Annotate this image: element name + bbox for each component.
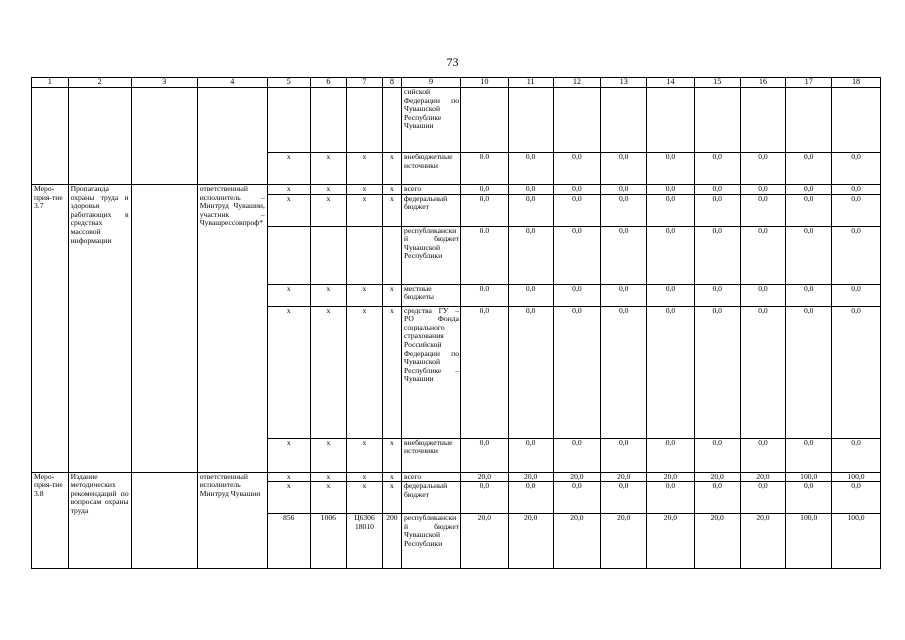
amount-cell: 0,0 (647, 306, 695, 438)
amount-cell: 20,0 (740, 514, 786, 569)
amount-cell: 20,0 (553, 514, 601, 569)
column-number: 16 (740, 78, 786, 88)
amount-cell: 0,0 (740, 284, 786, 306)
budget-code-cell: x (310, 306, 347, 438)
amount-cell: 100,0 (786, 472, 832, 482)
amount-cell: 0,0 (461, 185, 509, 195)
column-number: 2 (68, 78, 131, 88)
amount-cell: 0,0 (461, 306, 509, 438)
budget-table (31, 77, 881, 569)
budget-code-cell: x (382, 306, 401, 438)
amount-cell: 20,0 (601, 514, 647, 569)
amount-cell: 0,0 (832, 185, 881, 195)
funding-source-cell: внебюджетные источники (402, 153, 461, 185)
amount-cell (832, 88, 881, 153)
column-number-row (32, 78, 881, 88)
column-number: 18 (832, 78, 881, 88)
budget-code-cell (310, 88, 347, 153)
budget-code-cell: x (347, 472, 383, 482)
measure-name-cell: Издание методических рекомендаций по вопросам охраны труда (68, 472, 131, 569)
amount-cell: 0,0 (740, 153, 786, 185)
amount-cell: 0,0 (553, 153, 601, 185)
funding-source-cell: федеральный бюджет (402, 194, 461, 226)
budget-code-cell: x (310, 284, 347, 306)
funding-source-cell: средства ГУ – РО Фонда социального страхования Российской Федерации по Чувашской Республике – Чувашии (402, 306, 461, 438)
amount-cell: 0,0 (553, 284, 601, 306)
funding-source-cell: федеральный бюджет (402, 482, 461, 514)
amount-cell: 20,0 (647, 472, 695, 482)
amount-cell: 20,0 (694, 514, 740, 569)
funding-source-cell: внебюджетные источники (402, 438, 461, 472)
budget-code-cell: x (267, 185, 310, 195)
budget-code-cell: x (310, 482, 347, 514)
amount-cell: 0,0 (601, 482, 647, 514)
amount-cell: 0,0 (601, 226, 647, 284)
measure-code-cell: Меро-прия-тие 3.7 (32, 185, 69, 473)
amount-cell: 0,0 (508, 306, 553, 438)
amount-cell: 0,0 (740, 185, 786, 195)
measure-name-cell: Пропаганда охраны труда и здоровья работающих в средствах массовой информации (68, 185, 131, 473)
budget-code-cell: x (347, 185, 383, 195)
amount-cell: 0,0 (553, 194, 601, 226)
amount-cell: 0.0 (461, 226, 509, 284)
amount-cell: 0,0 (786, 194, 832, 226)
funding-source-cell: сийской Федерации по Чувашской Республике Чувашии (402, 88, 461, 153)
amount-cell: 0,0 (461, 194, 509, 226)
budget-code-cell: x (382, 185, 401, 195)
funding-source-cell: местные бюджеты (402, 284, 461, 306)
funding-source-cell: всего (402, 185, 461, 195)
amount-cell: 0,0 (508, 284, 553, 306)
budget-code-cell: x (382, 153, 401, 185)
table-row (32, 185, 881, 195)
measure-name-cell (68, 88, 131, 185)
amount-cell: 0,0 (647, 438, 695, 472)
amount-cell: 0,0 (647, 185, 695, 195)
budget-code-cell: 856 (267, 514, 310, 569)
budget-code-cell: 200 (382, 514, 401, 569)
table-row (32, 472, 881, 482)
amount-cell: 0,0 (601, 153, 647, 185)
amount-cell: 0,0 (601, 194, 647, 226)
amount-cell: 0,0 (694, 438, 740, 472)
column-number: 10 (461, 78, 509, 88)
budget-code-cell: x (382, 472, 401, 482)
amount-cell: 0,0 (601, 306, 647, 438)
budget-code-cell (310, 226, 347, 284)
column-number: 7 (347, 78, 383, 88)
funding-source-cell: всего (402, 472, 461, 482)
column-number: 9 (402, 78, 461, 88)
amount-cell: 0,0 (601, 185, 647, 195)
amount-cell: 0,0 (786, 185, 832, 195)
amount-cell: 0,0 (786, 306, 832, 438)
amount-cell: 0,0 (647, 194, 695, 226)
budget-code-cell: 1006 (310, 514, 347, 569)
amount-cell: 0,0 (832, 306, 881, 438)
funding-source-cell: республиканский бюджет Чувашской Республики (402, 226, 461, 284)
amount-cell: 20,0 (601, 472, 647, 482)
amount-cell: 100,0 (786, 514, 832, 569)
amount-cell: 0,0 (740, 438, 786, 472)
amount-cell: 0,0 (786, 482, 832, 514)
budget-code-cell: x (382, 482, 401, 514)
measure-description-cell (131, 185, 197, 473)
amount-cell: 0,0 (508, 482, 553, 514)
column-number: 3 (131, 78, 197, 88)
amount-cell: 100,0 (832, 514, 881, 569)
budget-code-cell: x (347, 438, 383, 472)
budget-code-cell: x (267, 284, 310, 306)
amount-cell: 0,0 (647, 482, 695, 514)
table-row (32, 88, 881, 153)
budget-code-cell: x (310, 194, 347, 226)
budget-code-cell (347, 226, 383, 284)
amount-cell: 0,0 (508, 194, 553, 226)
executor-cell: ответственный исполнитель – Минтруд Чувашии, участник – Чувашрессовпроф* (197, 185, 267, 473)
amount-cell: 0,0 (786, 284, 832, 306)
amount-cell (694, 88, 740, 153)
measure-description-cell (131, 472, 197, 569)
column-number: 1 (32, 78, 69, 88)
budget-code-cell: x (267, 472, 310, 482)
budget-code-cell: x (267, 482, 310, 514)
amount-cell: 0,0 (601, 284, 647, 306)
budget-code-cell: x (310, 472, 347, 482)
amount-cell: 0,0 (832, 226, 881, 284)
executor-cell (197, 88, 267, 185)
measure-description-cell (131, 88, 197, 185)
amount-cell: 20,0 (647, 514, 695, 569)
amount-cell: 0.0 (461, 284, 509, 306)
measure-code-cell (32, 88, 69, 185)
page-number: 73 (446, 55, 459, 69)
amount-cell: 0,0 (553, 226, 601, 284)
budget-code-cell: x (347, 482, 383, 514)
amount-cell: 0,0 (786, 226, 832, 284)
amount-cell: 0.0 (461, 153, 509, 185)
amount-cell: 0,0 (647, 226, 695, 284)
budget-code-cell: x (310, 153, 347, 185)
budget-code-cell (267, 88, 310, 153)
amount-cell (553, 88, 601, 153)
amount-cell: 0,0 (508, 185, 553, 195)
budget-code-cell (347, 88, 383, 153)
budget-code-cell (267, 226, 310, 284)
amount-cell: 20,0 (740, 472, 786, 482)
amount-cell: 0,0 (461, 438, 509, 472)
executor-cell: ответственный исполнитель Минтруд Чувашии (197, 472, 267, 569)
amount-cell: 0,0 (508, 438, 553, 472)
amount-cell: 20,0 (508, 514, 553, 569)
column-number: 12 (553, 78, 601, 88)
amount-cell: 0,0 (694, 226, 740, 284)
amount-cell: 0,0 (786, 153, 832, 185)
amount-cell: 0,0 (553, 306, 601, 438)
budget-code-cell: x (347, 194, 383, 226)
budget-code-cell: x (267, 306, 310, 438)
budget-code-cell: x (382, 194, 401, 226)
amount-cell: 20,0 (553, 472, 601, 482)
amount-cell: 0,0 (694, 153, 740, 185)
amount-cell: 0,0 (740, 194, 786, 226)
budget-code-cell: x (382, 284, 401, 306)
budget-code-cell: x (267, 438, 310, 472)
budget-code-cell: x (347, 284, 383, 306)
column-number: 11 (508, 78, 553, 88)
amount-cell: 0,0 (694, 194, 740, 226)
funding-source-cell: республиканский бюджет Чувашской Республики (402, 514, 461, 569)
amount-cell: 0,0 (832, 194, 881, 226)
amount-cell: 0,0 (694, 284, 740, 306)
amount-cell (508, 88, 553, 153)
amount-cell: 20,0 (508, 472, 553, 482)
amount-cell: 20,0 (461, 514, 509, 569)
amount-cell (786, 88, 832, 153)
column-number: 5 (267, 78, 310, 88)
budget-code-cell: x (310, 185, 347, 195)
amount-cell: 0,0 (461, 482, 509, 514)
amount-cell: 0,0 (508, 226, 553, 284)
amount-cell (647, 88, 695, 153)
amount-cell (601, 88, 647, 153)
column-number: 14 (647, 78, 695, 88)
amount-cell: 0,0 (508, 153, 553, 185)
amount-cell: 0,0 (832, 284, 881, 306)
amount-cell: 0,0 (740, 226, 786, 284)
budget-code-cell: Ц6306 18010 (347, 514, 383, 569)
amount-cell: 20,0 (461, 472, 509, 482)
budget-code-cell: x (267, 194, 310, 226)
amount-cell (461, 88, 509, 153)
budget-code-cell (382, 88, 401, 153)
budget-code-cell: x (310, 438, 347, 472)
amount-cell: 0,0 (647, 284, 695, 306)
column-number: 6 (310, 78, 347, 88)
amount-cell: 0,0 (740, 306, 786, 438)
amount-cell: 0,0 (553, 482, 601, 514)
column-number: 15 (694, 78, 740, 88)
budget-code-cell: x (267, 153, 310, 185)
amount-cell: 0,0 (786, 438, 832, 472)
amount-cell: 0,0 (647, 153, 695, 185)
column-number: 17 (786, 78, 832, 88)
budget-code-cell: x (382, 438, 401, 472)
amount-cell: 20,0 (694, 472, 740, 482)
budget-code-cell: x (347, 306, 383, 438)
amount-cell: 0,0 (694, 306, 740, 438)
amount-cell (740, 88, 786, 153)
amount-cell: 0,0 (694, 482, 740, 514)
amount-cell: 0,0 (553, 438, 601, 472)
amount-cell: 0,0 (601, 438, 647, 472)
budget-code-cell: x (347, 153, 383, 185)
amount-cell: 100,0 (832, 472, 881, 482)
amount-cell: 0,0 (553, 185, 601, 195)
amount-cell: 0,0 (740, 482, 786, 514)
amount-cell: 0,0 (832, 153, 881, 185)
measure-code-cell: Меро-прия-тие 3.8 (32, 472, 69, 569)
column-number: 13 (601, 78, 647, 88)
column-number: 8 (382, 78, 401, 88)
amount-cell: 0,0 (832, 482, 881, 514)
budget-code-cell (382, 226, 401, 284)
column-number: 4 (197, 78, 267, 88)
amount-cell: 0,0 (832, 438, 881, 472)
amount-cell: 0,0 (694, 185, 740, 195)
